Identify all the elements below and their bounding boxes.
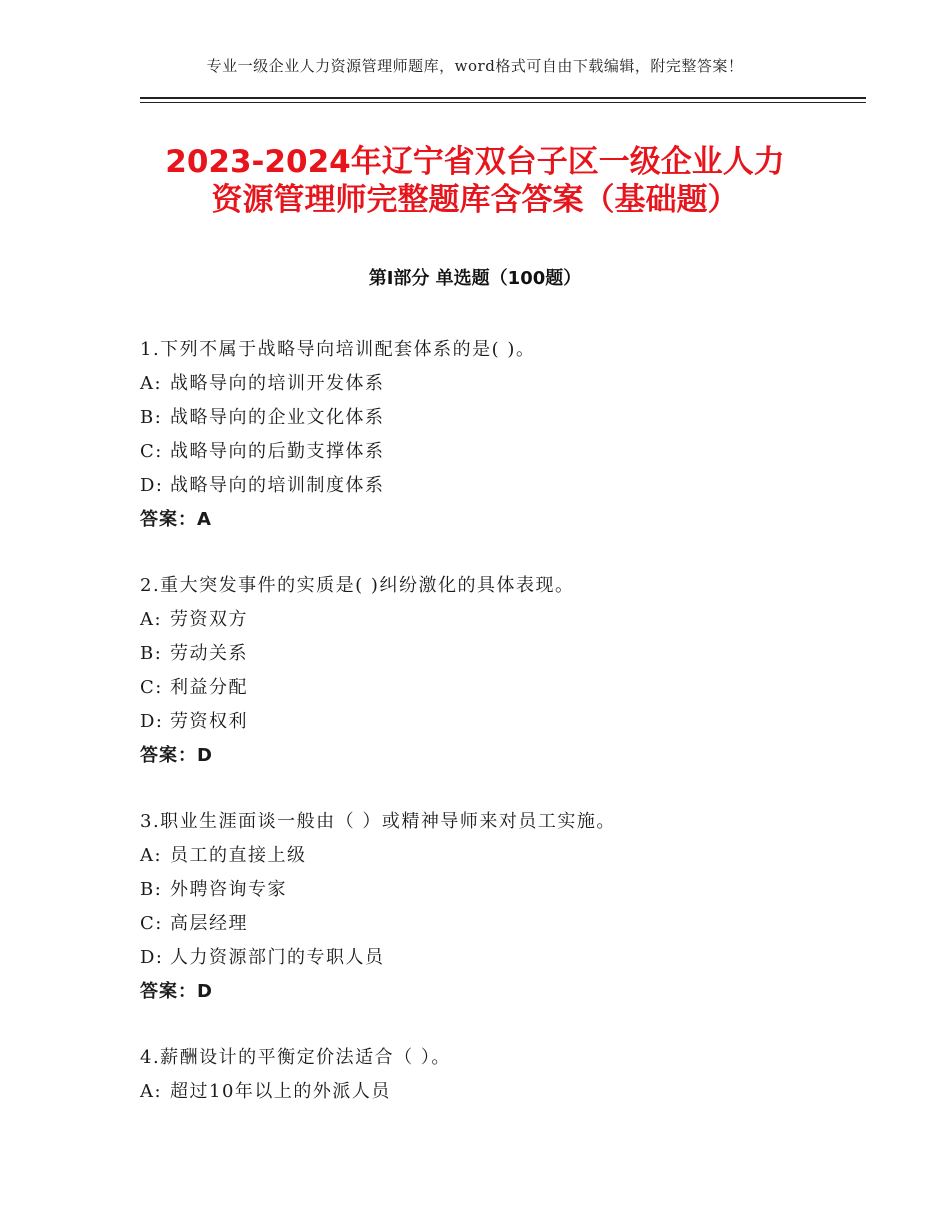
question-text: 4.薪酬设计的平衡定价法适合（ ）。 <box>140 1047 451 1068</box>
section-heading: 第Ⅰ部分 单选题（100题） <box>368 268 582 289</box>
option-key: B: <box>140 407 163 428</box>
option-key: A: <box>140 373 163 394</box>
answer-line <box>140 503 860 537</box>
option-key: A: <box>140 845 163 866</box>
option-d <box>140 469 860 503</box>
option-key: C: <box>140 913 163 934</box>
option-text: 劳资权利 <box>170 711 248 732</box>
option-d <box>140 941 860 975</box>
answer-line <box>140 975 860 1009</box>
header-rule-thick <box>140 97 866 99</box>
option-text: 劳资双方 <box>170 609 248 630</box>
question-4 <box>140 1041 860 1109</box>
answer-value: D <box>197 745 213 766</box>
option-key: B: <box>140 643 163 664</box>
option-a <box>140 839 860 873</box>
option-a <box>140 1075 860 1109</box>
title-line-2: 资源管理师完整题库含答案（基础题） <box>211 182 739 218</box>
option-key: C: <box>140 677 163 698</box>
option-key: A: <box>140 609 163 630</box>
option-text: 高层经理 <box>170 913 248 934</box>
option-key: D: <box>140 711 164 732</box>
option-d <box>140 705 860 739</box>
page-header: 专业一级企业人力资源管理师题库，word格式可自由下载编辑，附完整答案！ <box>206 57 744 75</box>
option-key: D: <box>140 475 164 496</box>
option-text: 人力资源部门的专职人员 <box>170 947 385 968</box>
option-key: C: <box>140 441 163 462</box>
option-c <box>140 435 860 469</box>
question-text: 1.下列不属于战略导向培训配套体系的是( )。 <box>140 339 536 360</box>
question-2 <box>140 569 860 773</box>
question-text: 3.职业生涯面谈一般由（ ）或精神导师来对员工实施。 <box>140 811 616 832</box>
option-text: 员工的直接上级 <box>170 845 307 866</box>
document-title <box>100 143 850 219</box>
title-line-1: 2023-2024年辽宁省双台子区一级企业人力 <box>165 144 785 180</box>
option-a <box>140 367 860 401</box>
answer-label: 答案： <box>140 745 197 766</box>
option-text: 战略导向的培训开发体系 <box>170 373 385 394</box>
option-b <box>140 873 860 907</box>
answer-value: D <box>197 981 213 1002</box>
answer-label: 答案： <box>140 509 197 530</box>
option-text: 超过10年以上的外派人员 <box>170 1081 391 1102</box>
option-c <box>140 907 860 941</box>
answer-value: A <box>197 509 212 530</box>
option-text: 外聘咨询专家 <box>170 879 287 900</box>
question-list <box>140 333 860 1141</box>
question-1 <box>140 333 860 537</box>
option-key: A: <box>140 1081 163 1102</box>
option-b <box>140 637 860 671</box>
option-key: D: <box>140 947 164 968</box>
option-text: 战略导向的企业文化体系 <box>170 407 385 428</box>
answer-line <box>140 739 860 773</box>
option-text: 利益分配 <box>170 677 248 698</box>
header-rule-thin <box>140 102 866 103</box>
option-b <box>140 401 860 435</box>
option-c <box>140 671 860 705</box>
option-text: 战略导向的后勤支撑体系 <box>170 441 385 462</box>
answer-label: 答案： <box>140 981 197 1002</box>
question-3 <box>140 805 860 1009</box>
option-text: 战略导向的培训制度体系 <box>170 475 385 496</box>
option-text: 劳动关系 <box>170 643 248 664</box>
option-key: B: <box>140 879 163 900</box>
question-text: 2.重大突发事件的实质是( )纠纷激化的具体表现。 <box>140 575 575 596</box>
option-a <box>140 603 860 637</box>
